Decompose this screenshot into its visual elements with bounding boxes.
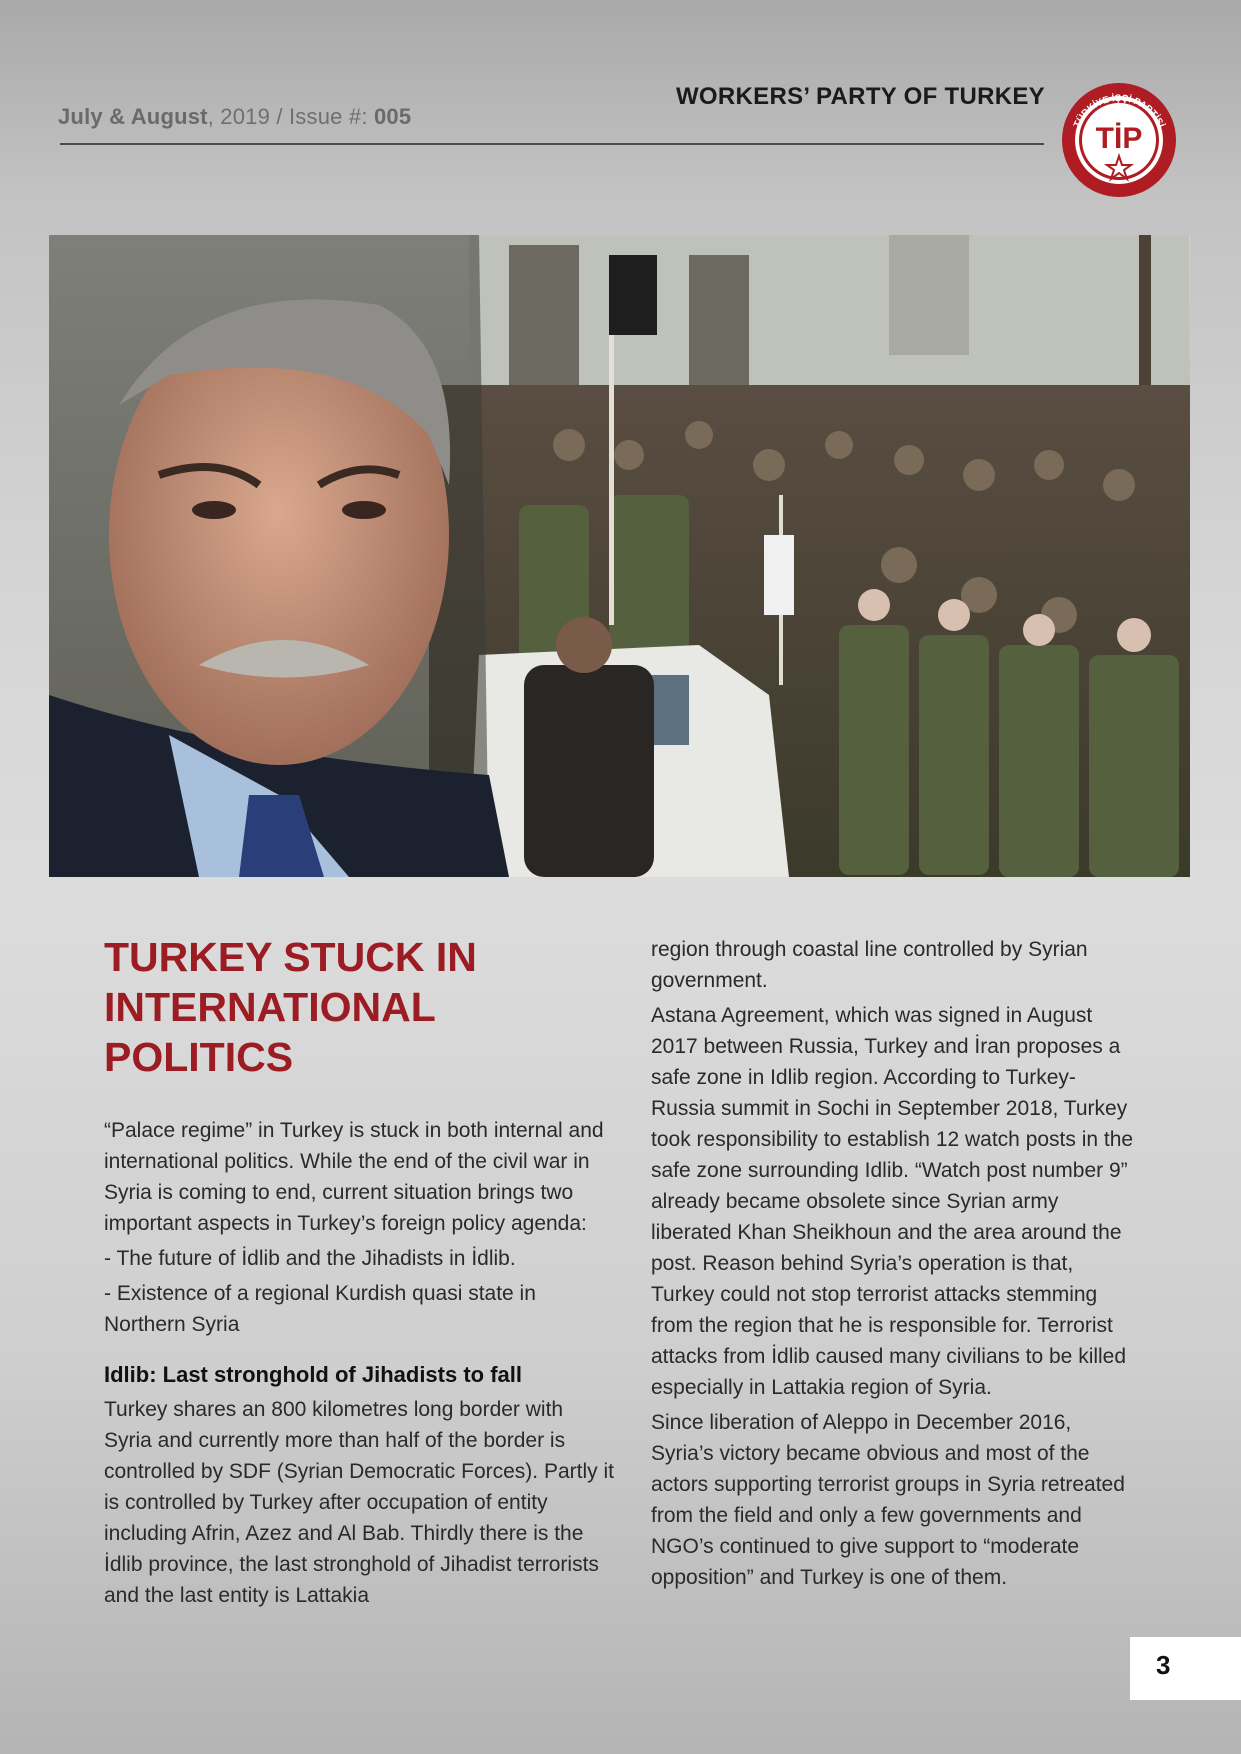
organization-name: WORKERS’ PARTY OF TURKEY: [675, 83, 1045, 110]
title-line-1: TURKEY STUCK IN: [104, 934, 477, 980]
photo-erdogan-crowd-icon: [49, 235, 1190, 877]
border-paragraph-continued: region through coastal line controlled by Syrian government.: [651, 938, 1088, 992]
title-line-2: INTERNATIONAL: [104, 984, 436, 1030]
svg-text:TİP: TİP: [1095, 122, 1143, 155]
section-subheading: Idlib: Last stronghold of Jihadists to fall: [104, 1362, 522, 1387]
issue-line: [58, 104, 411, 130]
svg-text:TÜRKİYE İŞÇİ PARTİSİ: TÜRKİYE İŞÇİ PARTİSİ: [1071, 92, 1167, 130]
header-divider: [60, 143, 1044, 145]
border-paragraph: Turkey shares an 800 kilometres long border with Syria and currently more than half of the border is controlled by SDF (Syrian Democratic Forces). Partly it is controlled by Turkey after occupation of entity including Afrin, Azez and Al Bab. Thirdly there is the İdlib province, the last stronghold of Jihadist terrorists and the last entity is Lattakia: [104, 1398, 614, 1607]
aleppo-paragraph: Since liberation of Aleppo in December 2016, Syria’s victory became obvious and most of the actors supporting terrorist groups in Syria retreated from the field and only a few governments and NGO’s continued to give support to “moderate opposition” and Turkey is one of them.: [651, 1411, 1125, 1589]
page-number: 3: [1156, 1650, 1171, 1680]
hero-photo: [49, 235, 1190, 877]
right-column: [651, 934, 1136, 1597]
issue-year: , 2019 / Issue #:: [207, 104, 374, 129]
left-column: [104, 1115, 614, 1615]
issue-date: July & August: [58, 104, 208, 129]
astana-paragraph: Astana Agreement, which was signed in August 2017 between Russia, Turkey and İran proposes a safe zone in Idlib region. According to Turkey-Russia summit in Sochi in September 2018, Turkey took responsibility to establish 12 watch posts in the safe zone surrounding Idlib. “Watch post number 9” already became obsolete since Syrian army liberated Khan Sheikhoun and the area around the post. Reason behind Syria’s operation is that, Turkey could not stop terrorist attacks stemming from the region that he is responsible for. Terrorist attacks from İdlib caused many civilians to be killed especially in Lattakia region of Syria.: [651, 1004, 1134, 1399]
article-title: [104, 932, 574, 1082]
page-number-box: [1130, 1637, 1241, 1700]
bullet-idlib: - The future of İdlib and the Jihadists in İdlib.: [104, 1247, 516, 1270]
party-logo-icon: [1058, 80, 1180, 200]
intro-paragraph: “Palace regime” in Turkey is stuck in both internal and international politics. While the end of the civil war in Syria is coming to end, current situation brings two important aspects in Turkey’s foreign policy agenda:: [104, 1119, 604, 1235]
bullet-kurdish: - Existence of a regional Kurdish quasi state in Northern Syria: [104, 1282, 536, 1336]
title-line-3: POLITICS: [104, 1034, 294, 1080]
issue-number: 005: [373, 104, 412, 129]
